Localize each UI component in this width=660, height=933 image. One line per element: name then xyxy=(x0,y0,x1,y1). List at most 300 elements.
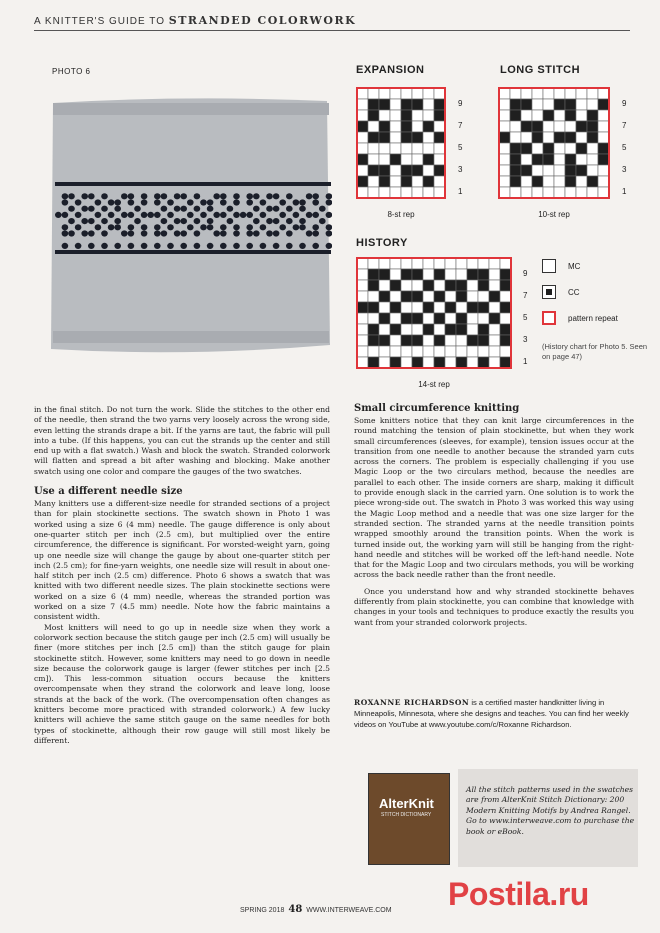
chart-cell-mc xyxy=(598,132,609,143)
swatch-stitch xyxy=(299,218,306,224)
chart-cell-mc xyxy=(368,154,379,165)
body-paragraph: Many knitters use a different-size needle for stranded sections of a project than for plain stockinette sections. The swatch shown in Photo 1 was worked using a size 6 (4 mm) needle. The gauge difference is only about one-quarter stitch per inch (2.5 cm), but multiplied over the entire circumference, the difference is significant. For worsted-weight yarn, going up one needle size will change the gauge by about one-quarter stitch per inch (2.5 cm); for fine-yarn weights, one needle size will result in about one-half stitch per inch (2.5 cm) difference. Photo 6 shows a swatch that was knitted with two different needle sizes. The plain stockinette sections were worked on a size 6 (4 mm) needle, whereas the stranded portion was worked on a size 7 (4.5 mm) needle. Note how the fabric maintains a consistent width. xyxy=(34,499,330,622)
chart-cell-mc xyxy=(576,176,587,187)
chart-cell-cc xyxy=(554,99,565,110)
chart-cell-cc xyxy=(500,335,511,346)
chart-cell-mc xyxy=(554,154,565,165)
chart-cell-cc xyxy=(598,154,609,165)
chart-cell-mc xyxy=(423,132,434,143)
swatch-stitch xyxy=(141,224,148,230)
chart-cell-mc xyxy=(357,280,368,291)
chart-cell-mc xyxy=(434,121,445,132)
running-header xyxy=(34,14,634,27)
chart-cell-cc xyxy=(521,165,532,176)
header-prefix: A KNITTER'S GUIDE TO xyxy=(34,16,169,27)
swatch-stitch xyxy=(273,206,280,212)
swatch-stitch xyxy=(312,199,319,205)
section-heading: Use a different needle size xyxy=(34,486,183,498)
chart-cell-mc xyxy=(489,280,500,291)
chart-cell-cc xyxy=(401,313,412,324)
chart-expansion xyxy=(356,87,446,199)
swatch-stitch xyxy=(279,199,286,205)
row-label: 3 xyxy=(622,165,627,174)
swatch-stitch xyxy=(180,218,187,224)
chart-cell-mc xyxy=(598,187,609,198)
swatch-border xyxy=(53,331,329,343)
chart-cell-cc xyxy=(532,132,543,143)
swatch-stitch xyxy=(68,193,75,199)
swatch-stitch xyxy=(220,212,227,218)
chart-cell-mc xyxy=(554,110,565,121)
swatch-stitch xyxy=(101,206,108,212)
chart-cell-mc xyxy=(390,187,401,198)
chart-cell-mc xyxy=(499,88,510,99)
chart-cell-mc xyxy=(510,88,521,99)
swatch-stitch xyxy=(68,230,75,236)
chart-cell-cc xyxy=(368,132,379,143)
chart-cell-mc xyxy=(565,143,576,154)
chart-cell-mc xyxy=(521,187,532,198)
swatch-stitch xyxy=(161,206,168,212)
swatch-stitch xyxy=(266,218,273,224)
swatch-stitch xyxy=(174,218,181,224)
body-paragraph: Once you understand how and why stranded stockinette behaves differently from plain stockinette, you can combine that knowledge with changes in your tools and techniques to produce exactly the results you want from your stranded colorwork projects. xyxy=(354,586,634,627)
swatch-stitch xyxy=(246,199,253,205)
chart-cell-mc xyxy=(554,176,565,187)
legend-label-mc: MC xyxy=(568,262,581,271)
swatch-stitch xyxy=(81,230,88,236)
chart-cell-cc xyxy=(543,143,554,154)
chart-long-stitch xyxy=(498,87,610,199)
swatch-stitch xyxy=(227,218,234,224)
swatch-stitch xyxy=(62,224,69,230)
chart-cell-mc xyxy=(368,346,379,357)
chart-cell-mc xyxy=(423,346,434,357)
swatch-stitch xyxy=(213,230,220,236)
legend-label-repeat: pattern repeat xyxy=(568,314,618,323)
chart-cell-mc xyxy=(543,165,554,176)
chart-cell-mc xyxy=(499,110,510,121)
chart-cell-mc xyxy=(357,335,368,346)
chart-cell-mc xyxy=(357,357,368,368)
chart-title-history: HISTORY xyxy=(356,237,408,249)
swatch-stitch xyxy=(62,230,69,236)
swatch-stitch xyxy=(233,224,240,230)
chart-cell-mc xyxy=(587,165,598,176)
chart-cell-mc xyxy=(390,258,401,269)
chart-cell-mc xyxy=(401,346,412,357)
swatch-stitch xyxy=(128,230,135,236)
chart-cell-mc xyxy=(510,187,521,198)
row-label: 3 xyxy=(523,335,528,344)
chart-cell-mc xyxy=(500,346,511,357)
swatch-stitch xyxy=(114,224,121,230)
chart-cell-mc xyxy=(500,313,511,324)
chart-cell-mc xyxy=(434,302,445,313)
swatch-stitch xyxy=(81,218,88,224)
chart-cell-mc xyxy=(368,88,379,99)
chart-cell-mc xyxy=(368,313,379,324)
chart-cell-mc xyxy=(554,121,565,132)
chart-title-expansion: EXPANSION xyxy=(356,64,425,76)
chart-cell-mc xyxy=(357,291,368,302)
chart-cell-mc xyxy=(532,165,543,176)
chart-cell-mc xyxy=(532,110,543,121)
swatch-stitch xyxy=(88,193,95,199)
legend-swatch-repeat xyxy=(542,311,556,325)
swatch-stitch xyxy=(101,193,108,199)
chart-cell-mc xyxy=(379,88,390,99)
swatch-stitch xyxy=(81,206,88,212)
chart-cell-cc xyxy=(401,132,412,143)
swatch-stitch xyxy=(62,243,69,249)
chart-cell-cc xyxy=(500,269,511,280)
chart-cell-mc xyxy=(467,324,478,335)
row-label: 5 xyxy=(458,143,463,152)
chart-cell-cc xyxy=(543,154,554,165)
chart-cell-mc xyxy=(401,258,412,269)
chart-cell-mc xyxy=(576,99,587,110)
swatch-stitch xyxy=(266,230,273,236)
chart-cell-mc xyxy=(412,324,423,335)
chart-cell-cc xyxy=(434,357,445,368)
chart-cell-mc xyxy=(543,187,554,198)
left-column xyxy=(34,405,330,746)
chart-cell-cc xyxy=(565,154,576,165)
swatch-stitch xyxy=(128,212,135,218)
chart-cell-cc xyxy=(532,176,543,187)
row-label: 9 xyxy=(458,99,463,108)
promo-text: All the stitch patterns used in the swatches are from AlterKnit Stitch Dictionary: 200 Modern Knitting Motifs by Andrea Rangel. Go to www.interweave.com to purchase the book or eBook. xyxy=(466,785,635,836)
swatch-stitch xyxy=(187,199,194,205)
swatch-stitch xyxy=(95,224,102,230)
swatch-stitch xyxy=(180,193,187,199)
swatch-stitch xyxy=(62,193,69,199)
chart-cell-cc xyxy=(510,165,521,176)
chart-cell-mc xyxy=(489,324,500,335)
knitted-swatch-photo xyxy=(47,95,332,357)
chart-cell-cc xyxy=(456,291,467,302)
repeat-label: 14-st rep xyxy=(418,380,450,389)
chart-cell-cc xyxy=(565,176,576,187)
chart-cell-mc xyxy=(598,165,609,176)
chart-cell-mc xyxy=(401,302,412,313)
swatch-stitch xyxy=(286,243,293,249)
chart-cell-mc xyxy=(390,110,401,121)
swatch-stitch xyxy=(273,230,280,236)
swatch-stitch xyxy=(253,230,260,236)
swatch-stitch xyxy=(213,193,220,199)
chart-cell-cc xyxy=(412,291,423,302)
chart-cell-cc xyxy=(390,280,401,291)
swatch-stitch xyxy=(134,218,141,224)
chart-cell-mc xyxy=(412,121,423,132)
chart-cell-cc xyxy=(499,132,510,143)
chart-cell-mc xyxy=(357,165,368,176)
swatch-stitch xyxy=(161,193,168,199)
chart-cell-mc xyxy=(379,357,390,368)
chart-cell-mc xyxy=(423,187,434,198)
chart-cell-cc xyxy=(467,335,478,346)
chart-cell-mc xyxy=(423,357,434,368)
chart-cell-cc xyxy=(412,165,423,176)
swatch-stitch xyxy=(326,212,332,218)
chart-cell-mc xyxy=(401,280,412,291)
chart-cell-mc xyxy=(499,154,510,165)
swatch-stitch xyxy=(154,212,161,218)
swatch-stitch xyxy=(161,230,168,236)
chart-cell-cc xyxy=(587,121,598,132)
chart-cell-mc xyxy=(576,132,587,143)
swatch-stitch xyxy=(246,230,253,236)
chart-cell-mc xyxy=(390,176,401,187)
chart-cell-cc xyxy=(401,269,412,280)
chart-cell-cc xyxy=(576,165,587,176)
chart-cell-cc xyxy=(456,324,467,335)
swatch-stitch xyxy=(213,212,220,218)
swatch-stitch xyxy=(194,230,201,236)
swatch-stitch xyxy=(207,199,214,205)
chart-cell-mc xyxy=(412,110,423,121)
chart-cell-cc xyxy=(489,313,500,324)
swatch-stitch xyxy=(194,218,201,224)
chart-cell-cc xyxy=(390,324,401,335)
chart-cell-cc xyxy=(500,357,511,368)
body-paragraph: Some knitters notice that they can knit large circumferences in the round matching the tension of plain stockinette, but when they work small circumferences (sleeves, for example), tension issues occur at the transition from one needle to another because the stranded yarn cuts across the corners. The problem is especially challenging if you use Magic Loop or the two circulars method, because the needles are parallel to each other. The inside corners are sharp, making it difficult to provide enough slack in the carried yarn. One solution is to work the piece wrong-side out. The swatch in Photo 3 was worked this way using the Magic Loop method and a needle that was one size larger for the stranded section. The stranded yarns at the needle transition points wrapped smoothly around the transition points. When the work is turned inside out, the working yarn will still be hanging from the right-hand needle and stitches will be worked off the left-hand needle. Note that for the Magic Loop and two circulars methods, you will be working across the back needle rather than the front needle. xyxy=(354,416,634,580)
chart-cell-mc xyxy=(390,346,401,357)
chart-cell-mc xyxy=(467,346,478,357)
chart-cell-mc xyxy=(390,99,401,110)
chart-cell-cc xyxy=(379,291,390,302)
swatch-stitch xyxy=(194,243,201,249)
swatch-stitch xyxy=(81,193,88,199)
chart-cell-mc xyxy=(554,88,565,99)
colorwork-stripe xyxy=(55,250,331,254)
chart-cell-mc xyxy=(412,88,423,99)
swatch-stitch xyxy=(141,243,148,249)
swatch-stitch xyxy=(273,243,280,249)
chart-cell-mc xyxy=(445,269,456,280)
swatch-stitch xyxy=(266,206,273,212)
chart-cell-mc xyxy=(412,302,423,313)
chart-cell-mc xyxy=(401,88,412,99)
chart-cell-cc xyxy=(379,176,390,187)
swatch-stitch xyxy=(194,193,201,199)
swatch-stitch xyxy=(220,243,227,249)
chart-cell-mc xyxy=(368,121,379,132)
chart-cell-mc xyxy=(445,357,456,368)
swatch-stitch xyxy=(75,199,82,205)
chart-cell-cc xyxy=(368,357,379,368)
chart-cell-cc xyxy=(423,302,434,313)
chart-cell-cc xyxy=(357,176,368,187)
chart-cell-mc xyxy=(467,280,478,291)
swatch-stitch xyxy=(174,193,181,199)
swatch-stitch xyxy=(299,224,306,230)
chart-cell-mc xyxy=(587,99,598,110)
swatch-stitch xyxy=(227,206,234,212)
chart-cell-cc xyxy=(445,280,456,291)
swatch-stitch xyxy=(121,212,128,218)
chart-cell-mc xyxy=(379,110,390,121)
swatch-stitch xyxy=(312,230,319,236)
chart-cell-mc xyxy=(412,346,423,357)
chart-cell-cc xyxy=(456,313,467,324)
chart-cell-cc xyxy=(587,176,598,187)
swatch-stitch xyxy=(161,218,168,224)
swatch-stitch xyxy=(154,224,161,230)
chart-cell-mc xyxy=(423,335,434,346)
chart-cell-mc xyxy=(456,258,467,269)
row-label: 5 xyxy=(523,313,528,322)
chart-cell-mc xyxy=(423,143,434,154)
book-cover-subtitle: STITCH DICTIONARY xyxy=(381,812,432,818)
chart-cell-mc xyxy=(467,357,478,368)
chart-cell-cc xyxy=(445,302,456,313)
photo-label: PHOTO 6 xyxy=(52,67,91,76)
swatch-stitch xyxy=(95,212,102,218)
chart-cell-cc xyxy=(489,291,500,302)
chart-cell-cc xyxy=(379,99,390,110)
chart-cell-mc xyxy=(401,154,412,165)
swatch-stitch xyxy=(200,212,207,218)
swatch-stitch xyxy=(299,206,306,212)
chart-cell-mc xyxy=(368,187,379,198)
chart-cell-cc xyxy=(478,269,489,280)
chart-cell-mc xyxy=(357,143,368,154)
chart-cell-cc xyxy=(412,99,423,110)
chart-cell-cc xyxy=(434,335,445,346)
chart-cell-cc xyxy=(379,165,390,176)
chart-cell-mc xyxy=(598,176,609,187)
chart-cell-mc xyxy=(576,154,587,165)
chart-cell-mc xyxy=(587,187,598,198)
chart-cell-mc xyxy=(456,302,467,313)
swatch-stitch xyxy=(101,243,108,249)
row-label: 1 xyxy=(523,357,528,366)
swatch-stitch xyxy=(286,206,293,212)
chart-cell-mc xyxy=(499,143,510,154)
chart-cell-cc xyxy=(543,110,554,121)
chart-cell-mc xyxy=(379,346,390,357)
chart-cell-mc xyxy=(423,291,434,302)
chart-cell-mc xyxy=(412,187,423,198)
chart-cell-mc xyxy=(412,280,423,291)
chart-cell-mc xyxy=(357,187,368,198)
chart-cell-mc xyxy=(390,313,401,324)
chart-cell-cc xyxy=(423,154,434,165)
chart-cell-mc xyxy=(357,88,368,99)
legend-label-cc: CC xyxy=(568,288,580,297)
chart-cell-mc xyxy=(456,335,467,346)
chart-cell-mc xyxy=(510,132,521,143)
swatch-stitch xyxy=(220,224,227,230)
swatch-stitch xyxy=(246,224,253,230)
row-label: 7 xyxy=(458,121,463,130)
chart-cell-cc xyxy=(598,99,609,110)
chart-cell-cc xyxy=(521,99,532,110)
chart-cell-mc xyxy=(478,258,489,269)
swatch-stitch xyxy=(312,193,319,199)
swatch-stitch xyxy=(88,206,95,212)
chart-cell-mc xyxy=(489,269,500,280)
header-rule xyxy=(34,30,630,31)
chart-cell-cc xyxy=(379,132,390,143)
chart-cell-mc xyxy=(521,176,532,187)
book-cover-title: AlterKnit xyxy=(379,796,434,811)
chart-cell-mc xyxy=(379,324,390,335)
chart-cell-mc xyxy=(390,143,401,154)
chart-cell-mc xyxy=(423,110,434,121)
swatch-border xyxy=(53,103,329,115)
swatch-stitch xyxy=(108,212,115,218)
chart-cell-mc xyxy=(445,291,456,302)
swatch-stitch xyxy=(240,212,247,218)
chart-cell-mc xyxy=(401,357,412,368)
chart-cell-cc xyxy=(412,357,423,368)
swatch-stitch xyxy=(326,230,332,236)
chart-cell-mc xyxy=(412,258,423,269)
swatch-stitch xyxy=(293,212,300,218)
chart-cell-cc xyxy=(379,121,390,132)
chart-cell-mc xyxy=(565,88,576,99)
chart-cell-cc xyxy=(368,165,379,176)
swatch-stitch xyxy=(167,243,174,249)
swatch-stitch xyxy=(88,243,95,249)
chart-cell-mc xyxy=(489,302,500,313)
chart-cell-mc xyxy=(357,258,368,269)
swatch-stitch xyxy=(312,224,319,230)
chart-cell-mc xyxy=(467,258,478,269)
chart-cell-mc xyxy=(543,132,554,143)
chart-cell-cc xyxy=(401,121,412,132)
swatch-stitch xyxy=(62,199,69,205)
chart-cell-mc xyxy=(565,121,576,132)
swatch-stitch xyxy=(101,218,108,224)
chart-cell-mc xyxy=(456,269,467,280)
swatch-stitch xyxy=(194,206,201,212)
chart-cell-cc xyxy=(554,132,565,143)
page-footer xyxy=(240,904,392,915)
swatch-stitch xyxy=(299,199,306,205)
swatch-stitch xyxy=(75,224,82,230)
chart-history xyxy=(356,257,512,369)
swatch-stitch xyxy=(154,199,161,205)
swatch-stitch xyxy=(253,193,260,199)
swatch-stitch xyxy=(312,243,319,249)
chart-cell-cc xyxy=(390,154,401,165)
chart-cell-mc xyxy=(478,346,489,357)
chart-cell-mc xyxy=(379,280,390,291)
chart-cell-mc xyxy=(467,291,478,302)
swatch-stitch xyxy=(154,193,161,199)
swatch-stitch xyxy=(200,224,207,230)
chart-cell-cc xyxy=(368,269,379,280)
chart-cell-cc xyxy=(456,280,467,291)
chart-cell-mc xyxy=(434,88,445,99)
chart-cell-mc xyxy=(412,176,423,187)
row-label: 7 xyxy=(622,121,627,130)
footer-season: SPRING 2018 xyxy=(240,907,285,914)
chart-cell-mc xyxy=(357,346,368,357)
chart-cell-cc xyxy=(467,302,478,313)
chart-cell-cc xyxy=(423,280,434,291)
swatch-stitch xyxy=(121,193,128,199)
chart-cell-mc xyxy=(423,313,434,324)
swatch-stitch xyxy=(326,199,332,205)
row-label: 1 xyxy=(458,187,463,196)
swatch-stitch xyxy=(114,218,121,224)
